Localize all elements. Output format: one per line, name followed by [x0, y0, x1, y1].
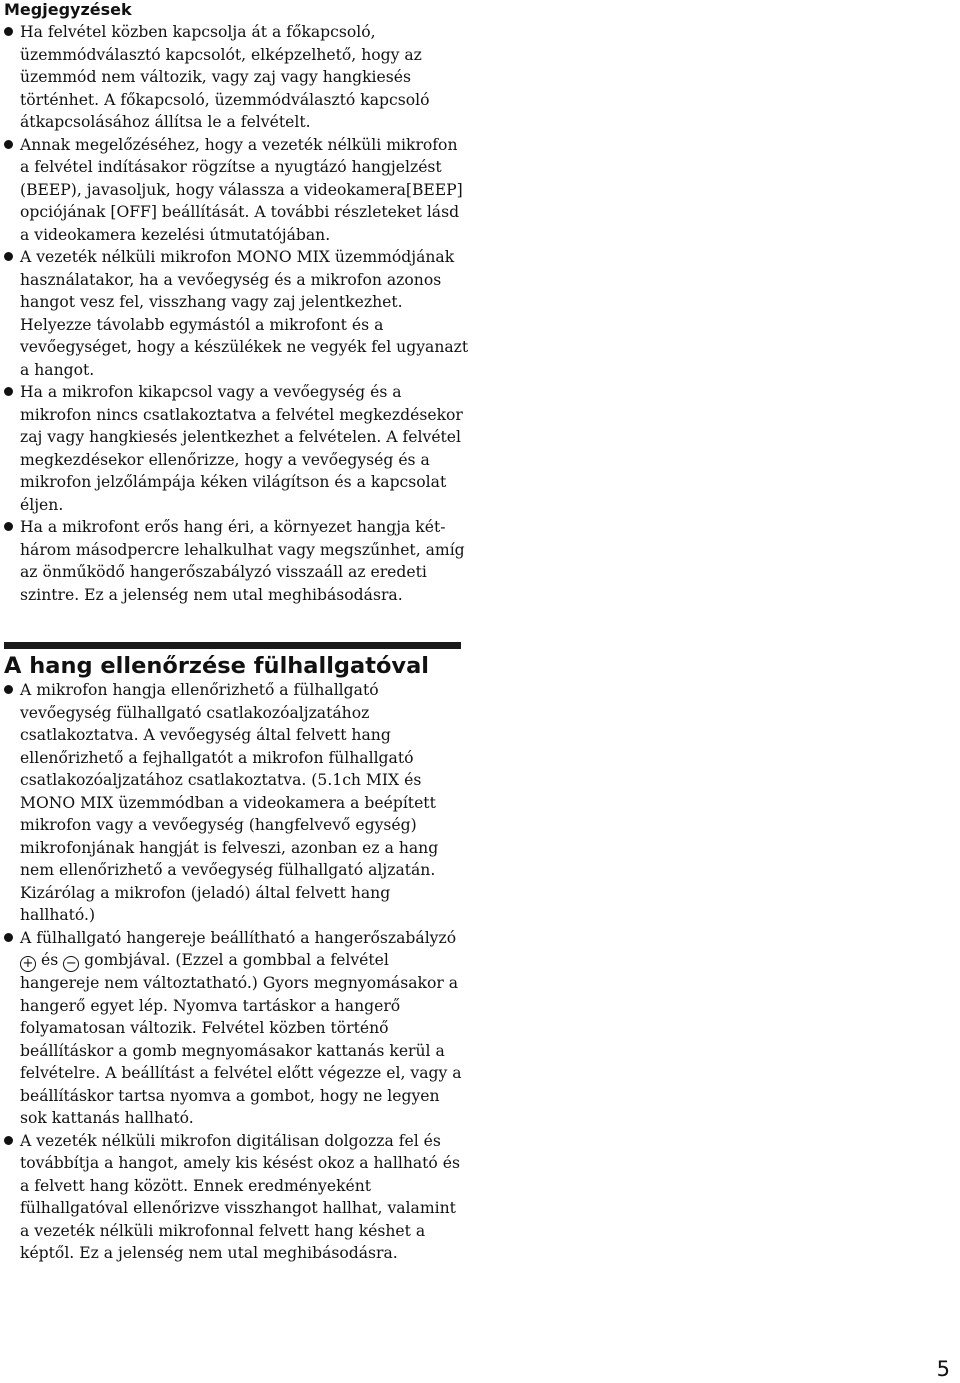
bullet-icon	[4, 387, 13, 396]
list-item-text: Ha felvétel közben kapcsolja át a főkapcsoló, üzemmódválasztó kapcsolót, elképzelhető, hogy az üzemmód nem változik, vagy zaj vagy hangkiesés történhet. A főkapcsoló, üzemmódválasztó kapcsoló átkapcsolásához állítsa le a felvételt.	[20, 23, 430, 131]
list-item-text: Ha a mikrofont erős hang éri, a környezet hangja két-három másodpercre lehalkulhat vagy megszűnhet, amíg az önműködő hangerőszabályzó visszaáll az eredeti szintre. Ez a jelenség nem utal meghibásodásra.	[20, 518, 465, 604]
list-item-text-after: gombjával. (Ezzel a gombbal a felvétel hangereje nem változtatható.) Gyors megnyomásakor a hangerő egyet lép. Nyomva tartáskor a hangerő folyamatosan változik. Felvétel közben történő beállításkor a gomb megnyomásakor kattanás kerül a felvételre. A beállítást a felvétel előtt végezze el, vagy a beállításkor tartsa nyomva a gombot, hogy ne legyen sok kattanás hallható.	[20, 951, 462, 1127]
bullet-icon	[4, 1136, 13, 1145]
bullet-icon	[4, 933, 13, 942]
list-item-text-before: A fülhallgató hangereje beállítható a hangerőszabályzó	[20, 928, 457, 947]
notes-list	[0, 21, 470, 606]
list-item-text: A vezeték nélküli mikrofon digitálisan dolgozza fel és továbbítja a hangot, amely kis késést okoz a hallható és a felvett hang között. Ennek eredményeként fülhallgatóval ellenőrizve visszhangot hallhat, valamint a vezeték nélküli mikrofonnal felvett hang késhet a képtől. Ez a jelenség nem utal meghibásodásra.	[20, 1131, 460, 1262]
list-item-text: A mikrofon hangja ellenőrizhető a fülhallgató vevőegység fülhallgató csatlakozóaljzatához csatlakoztatva. A vevőegység által felvett hang ellenőrizhető a fejhallgatót a mikrofon fülhallgató csatlakozóaljzatához csatlakoztatva. (5.1ch MIX és MONO MIX üzemmódban a videokamera a beépített mikrofon vagy a vevőegység (hangfelvevő egység) mikrofonjának hangját is felveszi, azonban ez a hang nem ellenőrizhető a vevőegység fülhallgató aljzatán. Kizárólag a mikrofon (jeladó) által felvett hang hallható.)	[20, 681, 439, 924]
section-divider	[4, 642, 461, 649]
plus-button-icon: +	[20, 956, 36, 972]
bullet-icon	[4, 685, 13, 694]
bullet-icon	[4, 252, 13, 261]
list-item	[0, 21, 470, 134]
notes-heading: Megjegyzések	[4, 0, 132, 19]
section-heading: A hang ellenőrzése fülhallgatóval	[4, 653, 429, 679]
list-item	[0, 516, 470, 606]
page-number: 5	[936, 1357, 950, 1381]
headphone-check-list	[0, 679, 470, 1265]
list-item	[0, 1130, 470, 1265]
list-item	[0, 134, 470, 247]
list-item-text: Annak megelőzéséhez, hogy a vezeték nélküli mikrofon a felvétel indításakor rögzítse a nyugtázó hangjelzést (BEEP), javasoljuk, hogy válassza a videokamera[BEEP] opciójának [OFF] beállítását. A további részleteket lásd a videokamera kezelési útmutatójában.	[20, 135, 463, 244]
list-item	[0, 927, 470, 1130]
list-item	[0, 679, 470, 927]
list-item	[0, 246, 470, 381]
bullet-icon	[4, 522, 13, 531]
minus-button-icon: −	[63, 956, 79, 972]
list-item	[0, 381, 470, 516]
bullet-icon	[4, 140, 13, 149]
conjunction-text: és	[40, 951, 59, 969]
bullet-icon	[4, 27, 13, 36]
list-item-text: A vezeték nélküli mikrofon MONO MIX üzemmódjának használatakor, ha a vevőegység és a mikrofon azonos hangot vesz fel, visszhang vagy zaj jelentkezhet. Helyezze távolabb egymástól a mikrofont és a vevőegységet, hogy a készülékek ne vegyék fel ugyanazt a hangot.	[20, 248, 469, 379]
list-item-text: Ha a mikrofon kikapcsol vagy a vevőegység és a mikrofon nincs csatlakoztatva a felvétel megkezdésekor zaj vagy hangkiesés jelentkezhet a felvételen. A felvétel megkezdésekor ellenőrizze, hogy a vevőegység és a mikrofon jelzőlámpája kéken világítson és a kapcsolat éljen.	[20, 383, 463, 514]
